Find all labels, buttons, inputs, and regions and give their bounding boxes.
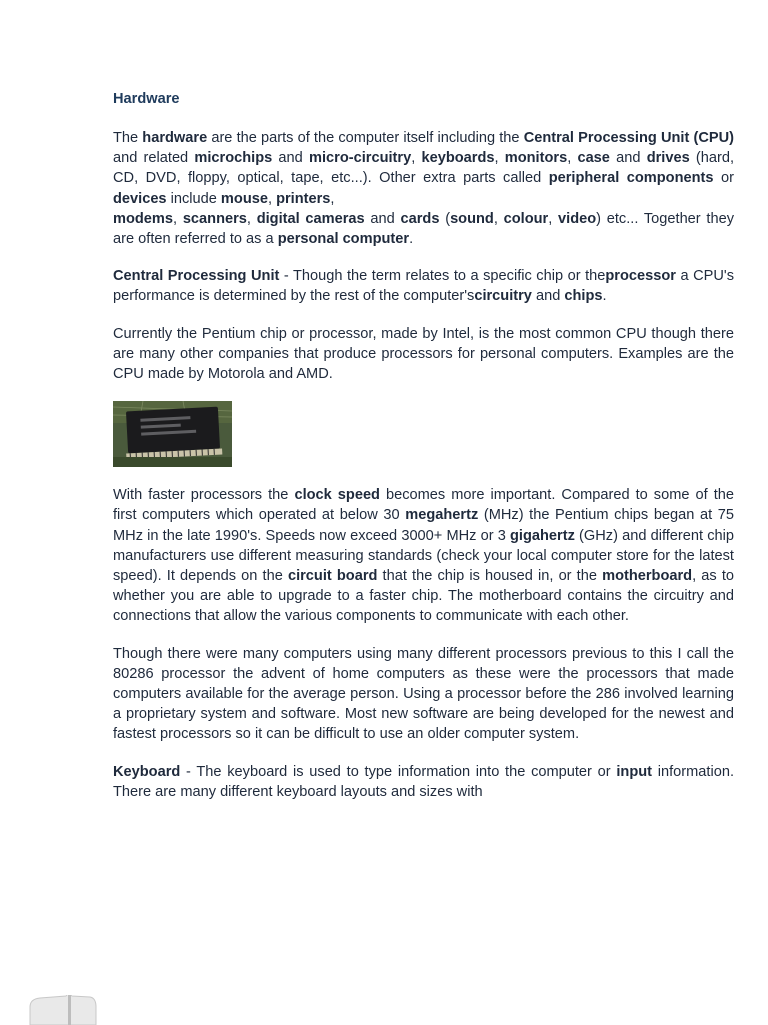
text-run: (MHz) the Pentium chips began at 75 MHz in the late 1990's. Speeds now exceed 3000+ MHz or 3 <box>113 507 734 543</box>
bold-term: gigahertz <box>510 528 575 544</box>
section-heading: Hardware <box>113 88 734 110</box>
bold-term: monitors <box>505 150 567 166</box>
cpu-chip-photo-icon <box>113 401 232 467</box>
bold-term: circuitry <box>474 288 532 304</box>
bold-term: colour <box>504 211 549 227</box>
bold-term: mouse <box>221 191 268 207</box>
bold-term: hardware <box>142 130 207 146</box>
text-run: and <box>610 150 647 166</box>
bold-term: sound <box>450 211 494 227</box>
bold-term: Central Processing Unit <box>113 268 279 284</box>
bold-term: processor <box>605 268 676 284</box>
text-run: are the parts of the computer itself including the <box>207 130 524 146</box>
bold-term: micro-circuitry <box>309 150 411 166</box>
text-run: , as to whether you are able to upgrade to a faster chip. The motherboard contains the circuitry and connections that allow the various components to communicate with each other. <box>113 568 734 624</box>
text-run: , <box>494 150 504 166</box>
document-page <box>113 88 734 802</box>
bold-term: Central Processing Unit (CPU) <box>524 130 734 146</box>
text-run: The <box>113 130 142 146</box>
text-run: . <box>409 231 413 247</box>
text-run: and <box>272 150 309 166</box>
text-run: , <box>494 211 504 227</box>
bold-term: microchips <box>194 150 272 166</box>
text-run: ( <box>439 211 450 227</box>
bold-term: digital cameras <box>257 211 365 227</box>
bold-term: devices <box>113 191 167 207</box>
text-run: With faster processors the <box>113 487 294 503</box>
text-run: . <box>603 288 607 304</box>
bold-term: personal computer <box>278 231 409 247</box>
text-run: , <box>330 191 334 207</box>
bold-term: input <box>616 764 652 780</box>
text-run: or <box>714 170 734 186</box>
text-run: , <box>411 150 421 166</box>
text-run: Currently the Pentium chip or processor, made by Intel, is the most common CPU though there are many other companies that produce processors for personal computers. Examples are the CPU made by Motorola and AMD. <box>113 326 734 382</box>
text-run: , <box>247 211 257 227</box>
bold-term: peripheral components <box>549 170 714 186</box>
text-run: include <box>167 191 221 207</box>
text-run: , <box>548 211 558 227</box>
text-run: , <box>567 150 577 166</box>
bold-term: cards <box>401 211 440 227</box>
text-run: and related <box>113 150 194 166</box>
bold-term: scanners <box>183 211 247 227</box>
text-run: , <box>173 211 183 227</box>
paragraph-pentium <box>113 324 734 385</box>
text-run: - The keyboard is used to type information into the computer or <box>180 764 616 780</box>
text-run: a CPU's performance is determined by the rest of the computer's <box>113 268 734 304</box>
text-run: and <box>365 211 401 227</box>
bold-term: motherboard <box>602 568 692 584</box>
bold-term: Keyboard <box>113 764 180 780</box>
bold-term: drives <box>647 150 690 166</box>
text-run: (GHz) and different chip manufacturers use different measuring standards (check your local computer store for the latest speed). It depends on the <box>113 528 734 584</box>
bold-term: chips <box>564 288 602 304</box>
paragraph-clock-speed <box>113 485 734 626</box>
text-run: Though there were many computers using many different processors previous to this I call the 80286 processor the advent of home computers as these were the processors that made computers available for the average person. Using a processor before the 286 involved learning a proprietary system and software. Most new software are being developed for the newest and fastest processors so it can be difficult to use an older computer system. <box>113 646 734 743</box>
paragraph-keyboard <box>113 762 734 802</box>
text-run: , <box>268 191 276 207</box>
text-run: - Though the term relates to a specific chip or the <box>279 268 605 284</box>
text-run: that the chip is housed in, or the <box>377 568 602 584</box>
bold-term: keyboards <box>421 150 494 166</box>
text-run: and <box>532 288 564 304</box>
bold-term: case <box>577 150 609 166</box>
bold-term: megahertz <box>405 507 478 523</box>
bold-term: printers <box>276 191 330 207</box>
paragraph-hardware-intro <box>113 128 734 249</box>
paragraph-cpu <box>113 266 734 306</box>
cpu-chip-image <box>113 401 232 467</box>
text-run: becomes more important. Compared to some of the first computers which operated at below 30 <box>113 487 734 523</box>
text-run: (hard, CD, DVD, floppy, optical, tape, etc...). Other extra parts called <box>113 150 734 186</box>
bold-term: modems <box>113 211 173 227</box>
bold-term: video <box>558 211 596 227</box>
bold-term: circuit board <box>288 568 377 584</box>
paragraph-80286 <box>113 644 734 745</box>
text-run: ) etc... Together they are often referred to as a <box>113 211 734 247</box>
bold-term: clock speed <box>294 487 380 503</box>
text-run: information. There are many different keyboard layouts and sizes with <box>113 764 734 800</box>
page-corner-tab-icon <box>28 995 98 1025</box>
